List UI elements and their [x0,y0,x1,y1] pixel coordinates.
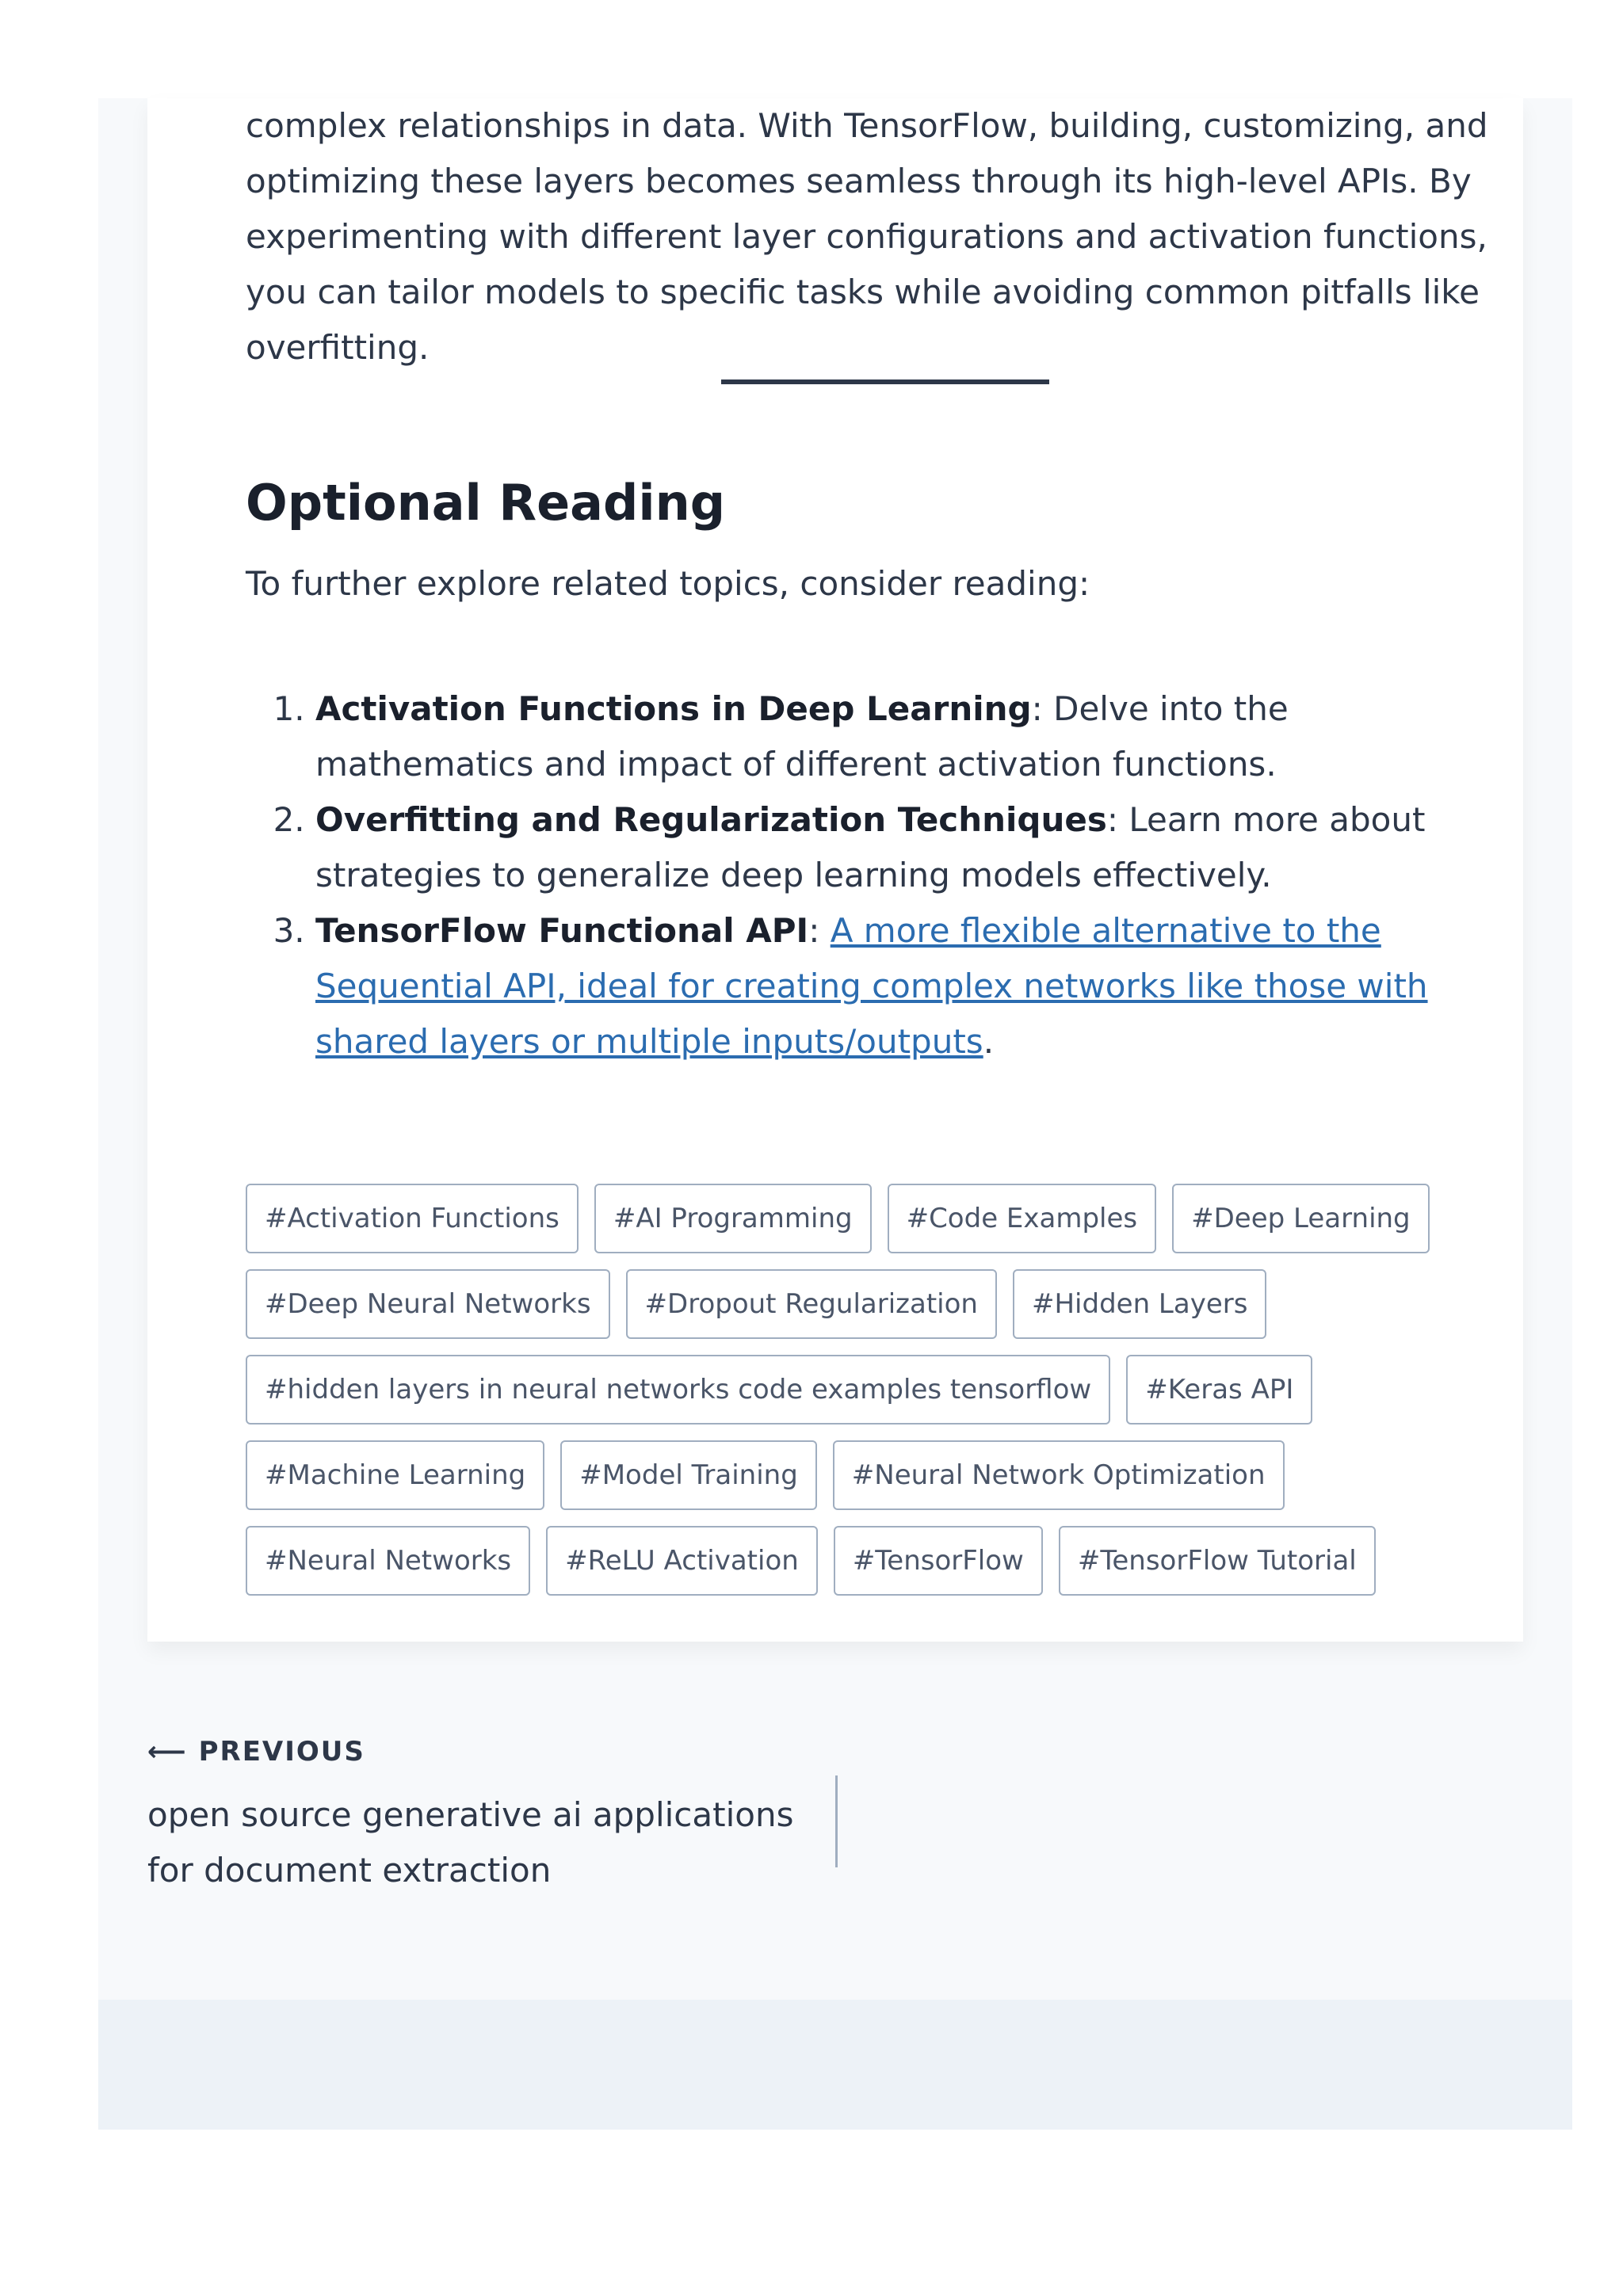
post-navigation-separator [835,1775,838,1867]
list-item [315,903,1514,1070]
reading-list [246,681,1514,1070]
list-item [315,792,1514,903]
tag-model-training[interactable]: #Model Training [560,1440,817,1510]
tag-code-examples[interactable]: #Code Examples [888,1184,1157,1253]
list-item-title: Activation Functions in Deep Learning [315,689,1032,728]
list-item-description: : Learn more about strategies to generalize deep learning models effectively. [315,800,1426,894]
optional-reading-heading: Optional Reading [246,474,726,532]
list-item [315,681,1514,792]
intro-paragraph: complex relationships in data. With TensorFlow, building, customizing, and optimizing these layers becomes seamless through its high-level APIs. By experimenting with different layer configurations and activation functions, you can tailor models to specific tasks while avoiding common pitfalls like overfitting. [246,106,1488,367]
previous-post-title[interactable]: open source generative ai applications for document extraction [147,1795,794,1890]
list-item-description: : Delve into the mathematics and impact of different activation functions. [315,689,1289,784]
tag-tensorflow[interactable]: #TensorFlow [834,1526,1043,1596]
footer-band [98,2000,1572,2130]
list-item-separator: : [808,911,831,950]
tag-machine-learning[interactable]: #Machine Learning [246,1440,544,1510]
tag-relu-activation[interactable]: #ReLU Activation [546,1526,818,1596]
tag-deep-neural-networks[interactable]: #Deep Neural Networks [246,1269,610,1339]
tag-list [246,1184,1522,1596]
list-item-trailing: . [983,1022,995,1061]
tag-hidden-layers-code-examples[interactable]: #hidden layers in neural networks code examples tensorflow [246,1355,1110,1425]
tag-dropout-regularization[interactable]: #Dropout Regularization [626,1269,997,1339]
article-card [147,98,1523,1642]
tag-neural-networks[interactable]: #Neural Networks [246,1526,530,1596]
tag-keras-api[interactable]: #Keras API [1126,1355,1312,1425]
page-wrapper [98,98,1572,2130]
functional-api-link[interactable]: A more flexible alternative to the Sequential API, ideal for creating complex networks like those with shared layers or multiple inputs/outputs [315,911,1428,1061]
previous-post-link[interactable] [147,1732,845,1898]
section-divider [721,379,1049,384]
tag-activation-functions[interactable]: #Activation Functions [246,1184,579,1253]
list-item-title: Overfitting and Regularization Techniques [315,800,1107,839]
list-item-title: TensorFlow Functional API [315,911,809,950]
tag-deep-learning[interactable]: #Deep Learning [1172,1184,1430,1253]
previous-label-row [147,1732,845,1772]
tag-neural-network-optimization[interactable]: #Neural Network Optimization [833,1440,1285,1510]
tag-ai-programming[interactable]: #AI Programming [594,1184,872,1253]
tag-tensorflow-tutorial[interactable]: #TensorFlow Tutorial [1059,1526,1376,1596]
optional-reading-lead: To further explore related topics, consider reading: [246,564,1090,603]
tag-hidden-layers[interactable]: #Hidden Layers [1013,1269,1266,1339]
previous-label: PREVIOUS [198,1736,365,1768]
arrow-left-icon: ⟵ [147,1736,188,1768]
